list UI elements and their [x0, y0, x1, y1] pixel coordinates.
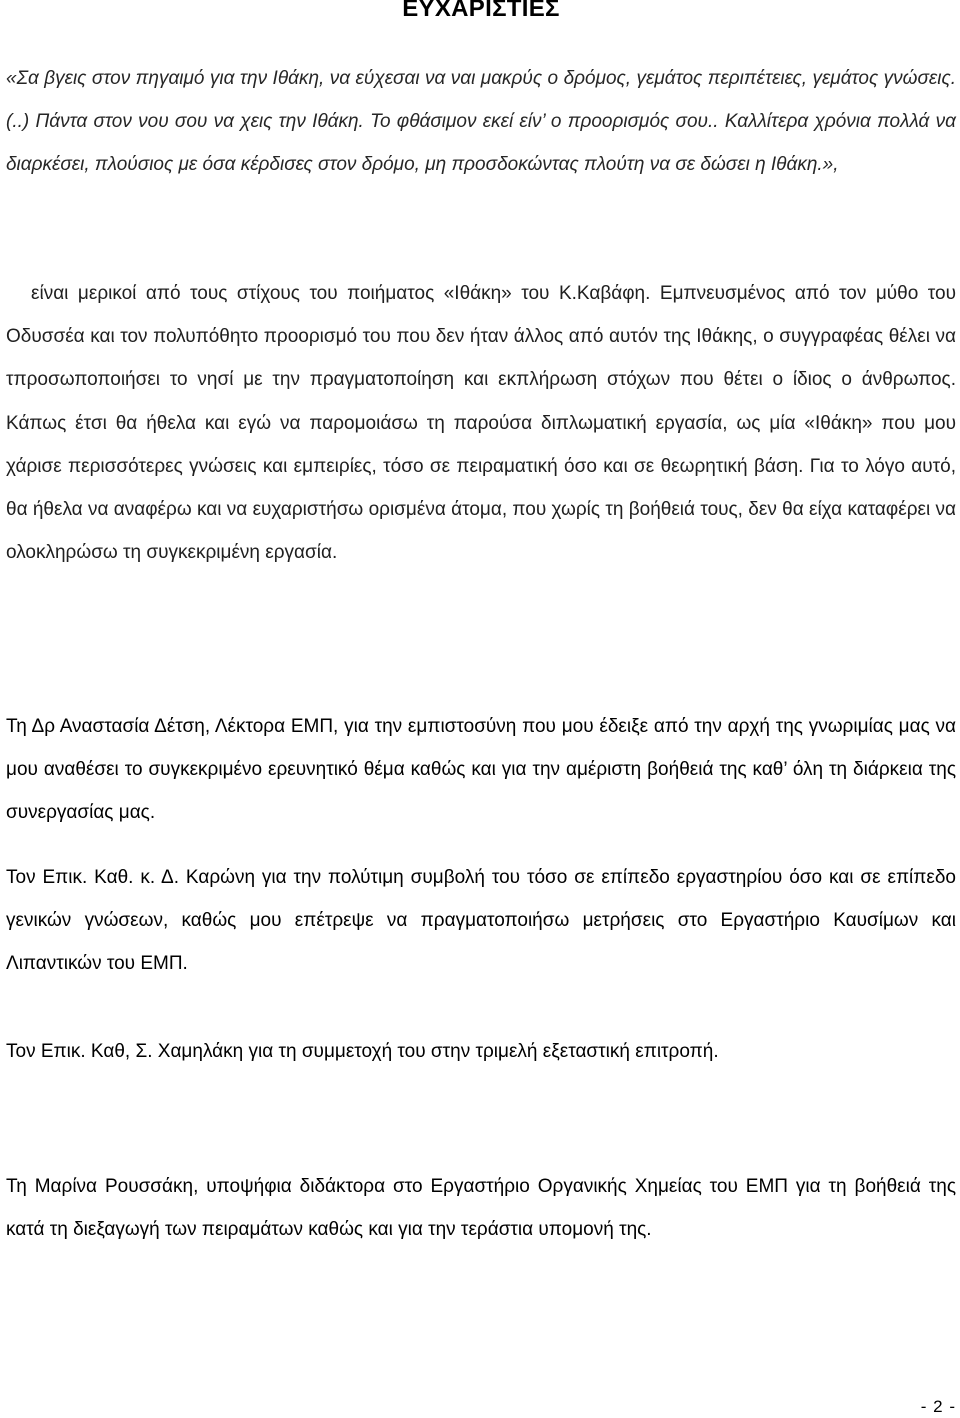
acknowledgement-chamilakis: Τον Επικ. Καθ, Σ. Χαμηλάκη για τη συμμετοχή του στην τριμελή εξεταστική επιτροπή.: [6, 1041, 719, 1062]
page-number: - 2 -: [920, 1397, 956, 1416]
intro-paragraph: είναι μερικοί από τους στίχους του ποιήματος «Ιθάκη» του Κ.Καβάφη. Εμπνευσμένος από τον μύθο του Οδυσσέα και τον πολυπόθητο προορισμό του που δεν ήταν άλλος από αυτόν της Ιθάκης, ο συγγραφέας θέλει να τπροσωποποιήσει το νησί με την πραγματοποίηση και εκπλήρωση στόχων που θέτει ο ίδιος ο άνθρωπος. Κάπως έτσι θα ήθελα και εγώ να παρομοιάσω τη παρούσα διπλωματική εργασία, ως μία «Ιθάκη» που μου χάρισε περισσότερες γνώσεις και εμπειρίες, τόσο σε πειραματική όσο και σε θεωρητική βάση. Για το λόγο αυτό, θα ήθελα να αναφέρω και να ευχαριστήσω ορισμένα άτομα, που χωρίς τη βοήθειά τους, δεν θα είχα καταφέρει να ολοκληρώσω τη συγκεκριμένη εργασία.: [6, 283, 956, 564]
acknowledgement-roussaki: Τη Μαρίνα Ρουσσάκη, υποψήφια διδάκτορα στο Εργαστήριο Οργανικής Χημείας του ΕΜΠ για τη βοήθειά της κατά τη διεξαγωγή των πειραμάτων καθώς και για την τεράστια υπομονή της.: [6, 1176, 956, 1241]
document-page: [6, 0, 956, 1418]
acknowledgement-karonis: Τον Επικ. Καθ. κ. Δ. Καρώνη για την πολύτιμη συμβολή του τόσο σε επίπεδο εργαστηρίου όσο και σε επίπεδο γενικών γνώσεων, καθώς μου επέτρεψε να πραγματοποιήσω μετρήσεις στο Εργαστήριο Καυσίμων και Λιπαντικών του ΕΜΠ.: [6, 867, 956, 975]
acknowledgement-detsi: Τη Δρ Αναστασία Δέτση, Λέκτορα ΕΜΠ, για την εμπιστοσύνη που μου έδειξε από την αρχή της γνωριμίας μας να μου αναθέσει το συγκεκριμένο ερευνητικό θέμα καθώς και για την αμέριστη βοήθειά της καθ’ όλη τη διάρκεια της συνεργασίας μας.: [6, 716, 956, 824]
page-title: ΕΥΧΑΡΙΣΤΙΕΣ: [402, 0, 560, 22]
ithaca-quote: «Σα βγεις στον πηγαιμό για την Ιθάκη, να εύχεσαι να ναι μακρύς ο δρόμος, γεμάτος περιπέτειες, γεμάτος γνώσεις.(..) Πάντα στον νου σου να χεις την Ιθάκη. Το φθάσιμον εκεί είν’ ο προορισμός σου.. Καλλίτερα χρόνια πολλά να διαρκέσει, πλούσιος με όσα κέρδισες στον δρόμο, μη προσδοκώντας πλούτη να σε δώσει η Ιθάκη.»,: [6, 68, 956, 176]
